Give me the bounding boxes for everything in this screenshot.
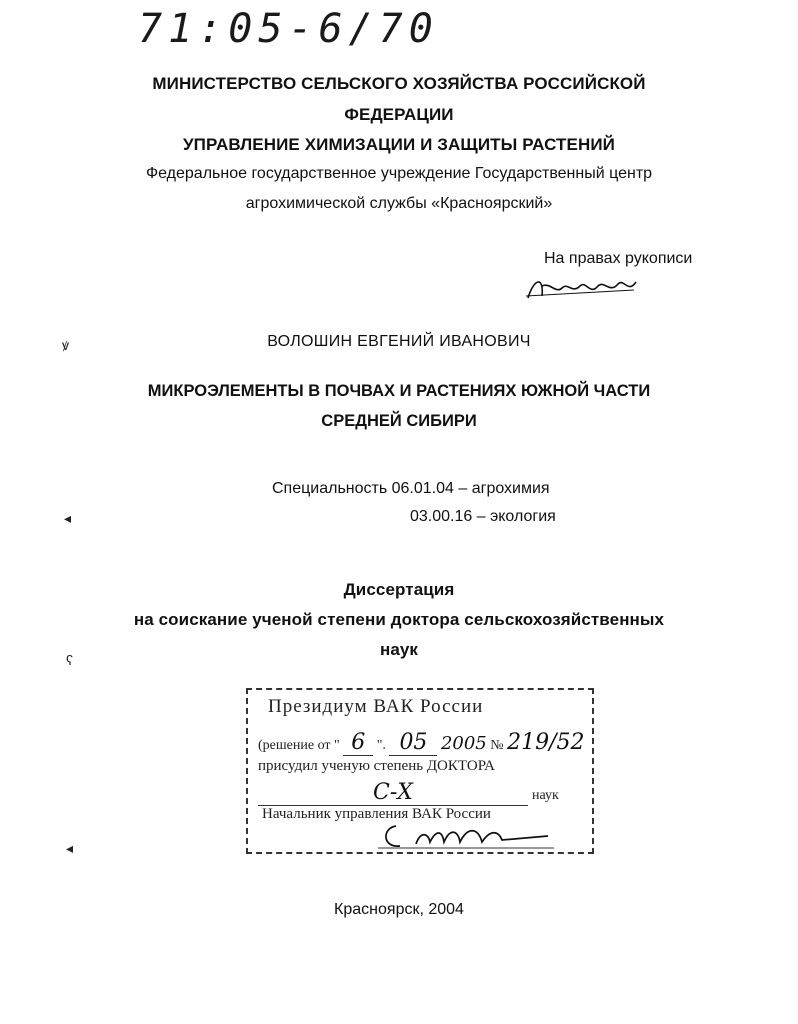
margin-mark: ◂ bbox=[66, 840, 74, 856]
vak-stamp bbox=[246, 688, 594, 854]
stamp-head-title: Начальник управления ВАК России bbox=[262, 806, 491, 822]
degree-line-1: на соискание ученой степени доктора сельскохозяйственных bbox=[133, 610, 665, 629]
stamp-decision-day: 6 bbox=[343, 730, 373, 756]
margin-mark: ꝟ bbox=[62, 337, 70, 353]
stamp-awarded-degree: присудил ученую степень ДОКТОРА bbox=[258, 758, 495, 774]
dissertation-heading: Диссертация bbox=[343, 580, 455, 599]
degree-line-2: наук bbox=[379, 640, 419, 659]
stamp-decision-no-label: № bbox=[490, 738, 504, 753]
stamp-decision-row: (решение от " 6 ". 05 2005 № 219/52 bbox=[258, 730, 585, 755]
stamp-head-signature bbox=[378, 820, 558, 852]
stamp-decision-year: 2005 bbox=[440, 733, 487, 754]
author-signature bbox=[524, 272, 644, 304]
stamp-field-row bbox=[258, 780, 559, 806]
ministry-line-2: ФЕДЕРАЦИИ bbox=[344, 105, 454, 124]
specialty-line-2: 03.00.16 – экология bbox=[410, 508, 556, 525]
specialty-line-1: Специальность 06.01.04 – агрохимия bbox=[272, 480, 550, 497]
thesis-title-line-1: МИКРОЭЛЕМЕНТЫ В ПОЧВАХ И РАСТЕНИЯХ ЮЖНОЙ ЧАСТИ bbox=[147, 382, 651, 400]
ministry-line-1: МИНИСТЕРСТВО СЕЛЬСКОГО ХОЗЯЙСТВА РОССИЙСКОЙ bbox=[152, 74, 646, 93]
stamp-decision-month: 05 bbox=[389, 730, 437, 756]
institution-line-2: агрохимической службы «Красноярский» bbox=[245, 195, 553, 212]
institution-line-1: Федеральное государственное учреждение Государственный центр bbox=[145, 165, 653, 182]
stamp-title: Президиум ВАК России bbox=[268, 696, 484, 717]
stamp-decision-label: (решение от " bbox=[258, 738, 340, 753]
thesis-title-line-2: СРЕДНЕЙ СИБИРИ bbox=[321, 412, 477, 430]
department-line: УПРАВЛЕНИЕ ХИМИЗАЦИИ И ЗАЩИТЫ РАСТЕНИЙ bbox=[183, 135, 615, 154]
stamp-field-value: С-Х bbox=[373, 780, 413, 805]
margin-mark: ◂ bbox=[64, 510, 72, 526]
handwritten-archive-number: 71:05-6/70 bbox=[138, 6, 439, 52]
author-name: ВОЛОШИН ЕВГЕНИЙ ИВАНОВИЧ bbox=[267, 333, 531, 350]
stamp-field-suffix: наук bbox=[532, 788, 559, 803]
stamp-decision-number: 219/52 bbox=[507, 730, 585, 755]
manuscript-note: На правах рукописи bbox=[544, 250, 693, 267]
margin-mark: ʕ bbox=[66, 652, 73, 668]
city-year: Красноярск, 2004 bbox=[334, 901, 464, 918]
